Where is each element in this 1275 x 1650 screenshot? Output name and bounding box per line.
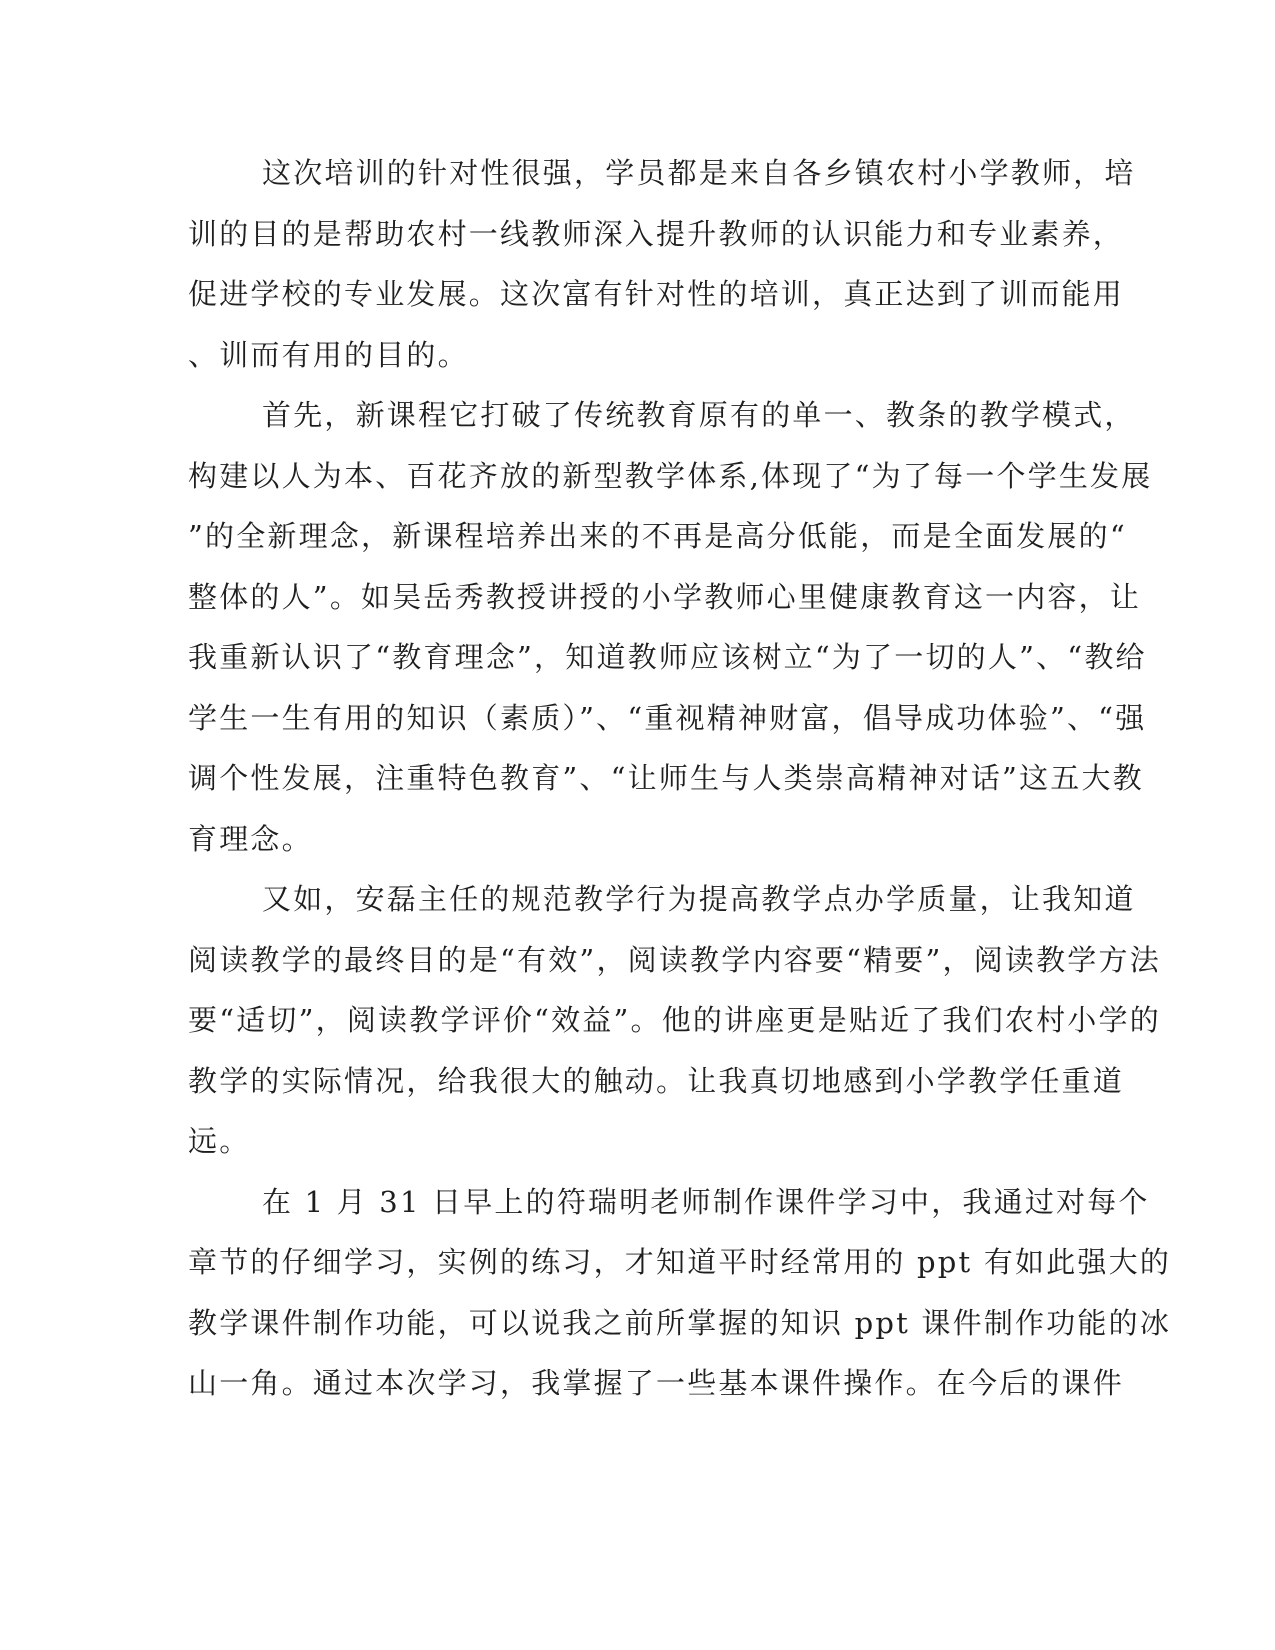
text-line: 调个性发展，注重特色教育”、“让师生与人类崇高精神对话”这五大教 [188,761,1144,795]
text-line: 学生一生有用的知识（素质）”、“重视精神财富，倡导成功体验”、“强 [188,700,1147,735]
text-line: 这次培训的针对性很强，学员都是来自各乡镇农村小学教师，培 [262,156,1136,190]
text-line: 章节的仔细学习，实例的练习，才知道平时经常用的 ppt 有如此强大的 [188,1245,1172,1279]
text-line: 教学的实际情况，给我很大的触动。让我真切地感到小学教学任重道 [188,1063,1125,1098]
document-body [188,156,1172,1429]
text-line: 育理念。 [188,821,313,856]
text-line: 整体的人”。如吴岳秀教授讲授的小学教师心里健康教育这一内容，让 [188,579,1142,614]
text-line: 远。 [188,1124,251,1158]
text-line: 、训而有用的目的。 [188,337,469,372]
text-line: 教学课件制作功能，可以说我之前所掌握的知识 ppt 课件制作功能的冰 [188,1305,1172,1340]
paragraph-courseware-learning [188,1184,1172,1400]
text-line: ”的全新理念，新课程培养出来的不再是高分低能，而是全面发展的“ [188,519,1127,553]
text-line: 山一角。通过本次学习，我掌握了一些基本课件操作。在今后的课件 [188,1366,1125,1400]
text-line: 又如，安磊主任的规范教学行为提高教学点办学质量，让我知道 [262,882,1136,916]
text-line: 要“适切”，阅读教学评价“效益”。他的讲座更是贴近了我们农村小学的 [188,1003,1161,1037]
text-line: 我重新认识了“教育理念”，知道教师应该树立“为了一切的人”、“教给 [188,640,1147,674]
text-line: 在 1 月 31 日早上的符瑞明老师制作课件学习中，我通过对每个 [262,1184,1150,1219]
paragraph-reading-teaching [188,882,1161,1158]
text-line: 构建以人为本、百花齐放的新型教学体系,体现了“为了每一个学生发展 [188,458,1153,493]
text-line: 首先，新课程它打破了传统教育原有的单一、教条的教学模式， [262,398,1136,432]
text-line: 阅读教学的最终目的是“有效”，阅读教学内容要“精要”，阅读教学方法 [188,942,1161,977]
paragraph-new-curriculum [188,398,1153,856]
text-line: 促进学校的专业发展。这次富有针对性的培训，真正达到了训而能用 [188,277,1125,311]
paragraph-training-purpose [188,156,1136,372]
text-line: 训的目的是帮助农村一线教师深入提升教师的认识能力和专业素养， [188,216,1125,251]
